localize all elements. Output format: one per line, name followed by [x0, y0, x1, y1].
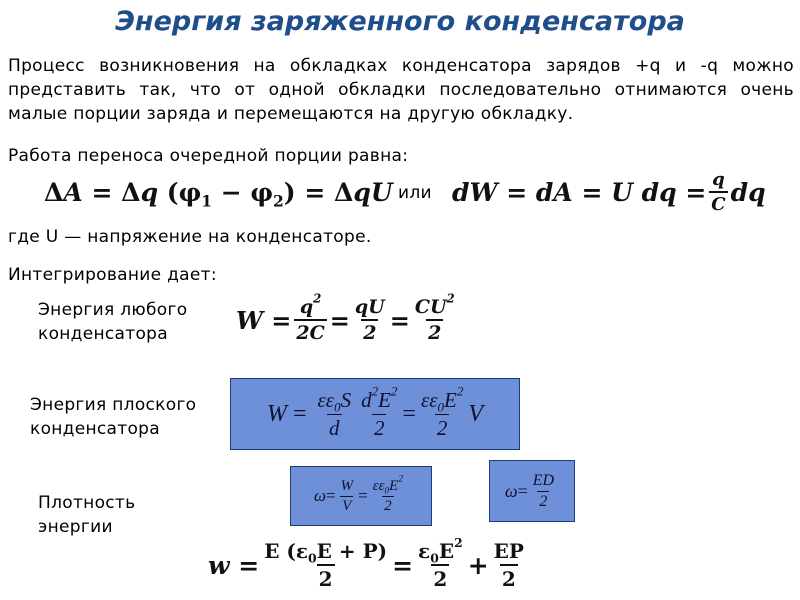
any-capacitor-formula: W = $\frac{q^2}{2C}$ = $\frac{qU}{2}$ = $\frac{CU^2}{2}$ [236, 291, 455, 344]
density-formula-3: w = $\frac{E (\varepsilon_0E + P)}{2}$ = $\frac{\varepsilon_0E^2}{2}$ + $\frac{EP}{2}$ [208, 534, 524, 591]
work-formula: Δ A = Δ q $(\varphi_1 - \varphi_2) = \Delta$ qU [44, 177, 393, 210]
work-text: Работа переноса очередной порции равна: [8, 146, 409, 166]
slide-title: Энергия заряженного конденсатора [115, 6, 685, 37]
integration-text: Интегрирование дает: [8, 265, 217, 285]
density-label: Плотность энергии [38, 493, 136, 537]
density-formula-1: ω = $\frac{W}{V}$ = $\frac{\varepsilon\varepsilon_0E^2}{2}$ [290, 466, 432, 526]
or-text: или [398, 183, 432, 203]
voltage-text: где U — напряжение на конденсаторе. [8, 227, 372, 247]
flat-capacitor-formula: W = $\frac{\varepsilon\varepsilon_0S}{d}$ $\frac{d^2E^2}{2}$ = $\frac{\varepsilon\varepsilon_0E^2}{2}$ V [230, 378, 520, 450]
density-formula-2: ω = $\frac{ED}{2}$ [489, 460, 575, 522]
flat-capacitor-label: Энергия плоского конденсатора [30, 395, 197, 439]
any-capacitor-label: Энергия любого конденсатора [38, 300, 188, 344]
intro-paragraph: Процесс возникновения на обкладках конденсатора зарядов +q и -q можно представить так, что от одной обкладки последовательно отнимаются очень малые порции заряда и перемещаются на другую обкладку. [8, 56, 794, 124]
differential-formula: dW = dA = U dq = $\frac{q}{C}$ dq [452, 169, 766, 215]
